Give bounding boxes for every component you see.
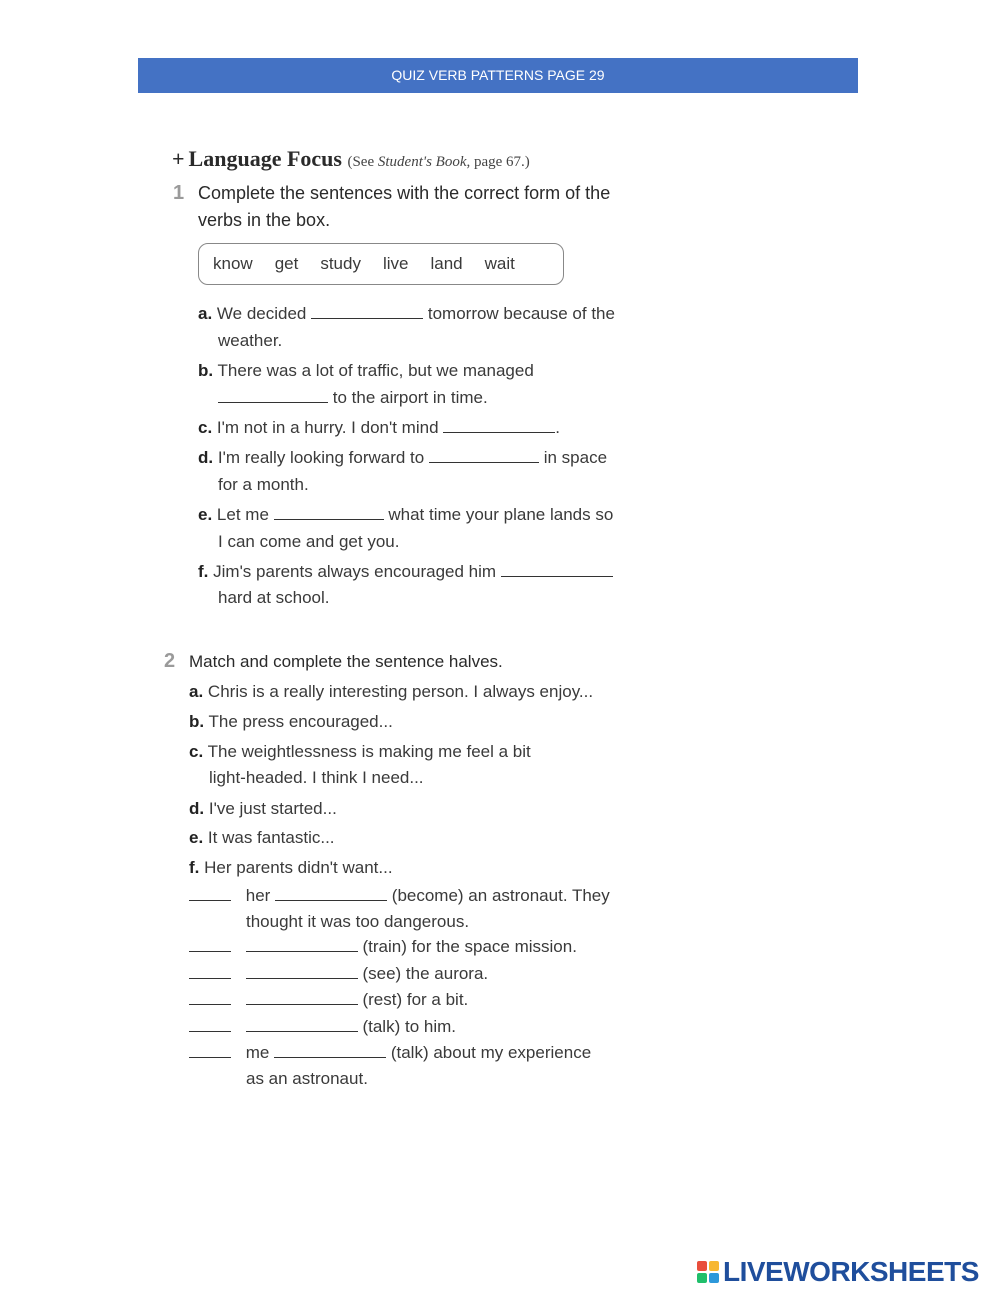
exercise1-instruction-1: Complete the sentences with the correct form of the — [198, 183, 611, 203]
item-d-cont: for a month. — [218, 475, 309, 494]
item-d: d. I'm really looking forward to in space — [198, 448, 608, 467]
liveworksheets-logo-icon — [697, 1261, 719, 1283]
book-reference: (See Student's Book, page 67.) — [347, 154, 530, 170]
logo-square-3 — [697, 1273, 707, 1283]
answer-blank-b[interactable] — [218, 388, 328, 403]
ending-4: (rest) for a bit. — [189, 990, 468, 1010]
answer-blank-d[interactable] — [429, 448, 539, 463]
half-b: b. The press encouraged... — [189, 712, 393, 731]
brand-name: LIVEWORKSHEETS — [723, 1256, 979, 1287]
word-land: land — [430, 254, 463, 273]
logo-square-1 — [697, 1261, 707, 1271]
ending-6: me (talk) about my experience — [189, 1043, 591, 1063]
word-wait: wait — [484, 254, 515, 273]
plus-icon: + — [172, 146, 185, 171]
word-box — [198, 243, 564, 285]
item-b: b. There was a lot of traffic, but we managed — [198, 361, 534, 380]
exercise2-instruction: Match and complete the sentence halves. — [189, 652, 503, 671]
ending-1: her (become) an astronaut. They — [189, 886, 610, 906]
item-a: a. We decided tomorrow because of the — [198, 304, 615, 323]
answer-blank-e[interactable] — [274, 505, 384, 520]
ending-6-cont: as an astronaut. — [246, 1069, 368, 1088]
logo-square-4 — [709, 1273, 719, 1283]
item-a-cont: weather. — [218, 331, 283, 350]
item-f: f. Jim's parents always encouraged him — [198, 562, 613, 582]
ending-3: (see) the aurora. — [189, 964, 488, 984]
verb-blank-2[interactable] — [246, 937, 358, 952]
match-blank-6[interactable] — [189, 1043, 231, 1058]
match-blank-4[interactable] — [189, 990, 231, 1005]
item-b-cont: to the airport in time. — [218, 388, 488, 408]
ending-1-cont: thought it was too dangerous. — [246, 912, 470, 931]
exercise1-number: 1 — [173, 182, 185, 204]
liveworksheets-brand — [697, 1256, 979, 1288]
word-live: live — [382, 254, 409, 273]
item-e-cont: I can come and get you. — [218, 532, 400, 551]
half-d: d. I've just started... — [189, 799, 337, 818]
item-f-cont: hard at school. — [218, 588, 330, 607]
item-c: c. I'm not in a hurry. I don't mind . — [198, 418, 560, 437]
match-blank-5[interactable] — [189, 1017, 231, 1032]
verb-blank-3[interactable] — [246, 964, 358, 979]
half-c-cont: light-headed. I think I need... — [209, 768, 424, 787]
verb-blank-5[interactable] — [246, 1017, 358, 1032]
exercise1-instruction-2: verbs in the box. — [198, 210, 331, 230]
answer-blank-c[interactable] — [443, 418, 555, 433]
match-blank-2[interactable] — [189, 937, 231, 952]
verb-blank-4[interactable] — [246, 990, 358, 1005]
language-focus-title: Language Focus — [188, 146, 342, 171]
half-e: e. It was fantastic... — [189, 828, 335, 847]
item-e: e. Let me what time your plane lands so — [198, 505, 614, 524]
verb-blank-1[interactable] — [275, 886, 387, 901]
word-study: study — [320, 254, 361, 273]
exercise2-number: 2 — [164, 650, 176, 672]
logo-square-2 — [709, 1261, 719, 1271]
verb-blank-6[interactable] — [274, 1043, 386, 1058]
answer-blank-a[interactable] — [311, 304, 423, 319]
word-get: get — [274, 254, 299, 273]
answer-blank-f[interactable] — [501, 562, 613, 577]
half-c: c. The weightlessness is making me feel a bit — [189, 742, 531, 761]
match-blank-1[interactable] — [189, 886, 231, 901]
language-focus-heading — [172, 146, 530, 172]
word-know: know — [213, 254, 253, 273]
half-a: a. Chris is a really interesting person. I always enjoy... — [189, 682, 594, 701]
ending-5: (talk) to him. — [189, 1017, 456, 1037]
ending-2: (train) for the space mission. — [189, 937, 577, 957]
half-f: f. Her parents didn't want... — [189, 858, 393, 877]
match-blank-3[interactable] — [189, 964, 231, 979]
page-banner: QUIZ VERB PATTERNS PAGE 29 — [138, 58, 858, 93]
